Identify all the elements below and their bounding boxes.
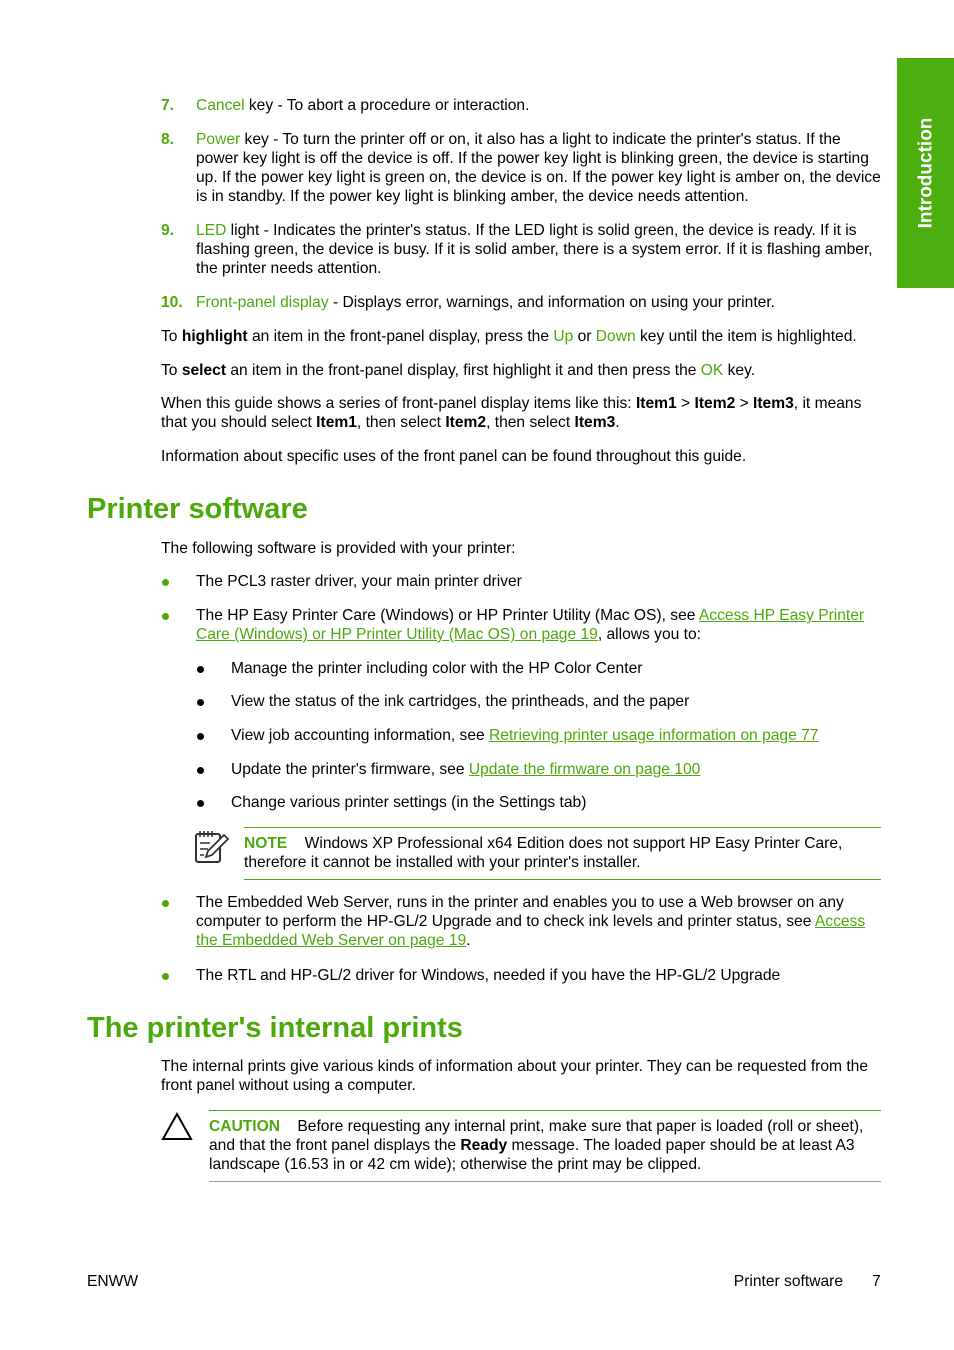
section-intro: The internal prints give various kinds of information about your printer. They can be requested from the front panel without using a computer. [161,1058,869,1094]
highlighted-term: Down [595,328,636,345]
item-number: 7. [161,97,175,114]
highlighted-term: Up [553,328,574,345]
text-segment: , allows you to: [597,626,701,643]
text-segment: > [676,395,695,412]
bullet-icon [162,579,169,586]
sub-bullet-icon [197,767,204,774]
sub-bullet-text [231,692,891,711]
note-pad-icon [194,829,230,865]
highlighted-term: NOTE [244,835,288,852]
highlighted-term: OK [700,362,724,379]
sub-bullet-icon [197,800,204,807]
text-segment: an item in the front-panel display, press the [247,328,554,345]
item-text [196,221,886,278]
text-segment: Update the printer's firmware, see [231,761,469,778]
text-segment: highlight [181,328,248,345]
text-segment: , then select [486,414,575,431]
note-top-rule [244,827,881,828]
text-segment: key - To turn the printer off or on, it also has a light to indicate the printer's status. If the power key light is off the device is off. If the power key light is blinking green, the device is starting up. If the power key light is green on, the device is on. If the power key light is amber on, the device is in standby. If the power key light is blinking amber, the device needs attention. [196,131,881,205]
item-number: 8. [161,131,175,148]
text-segment: To [161,362,182,379]
text-segment: > [735,395,754,412]
text-segment: When this guide shows a series of front-panel display items like this: [161,395,636,412]
text-segment: Item3 [753,395,794,412]
sub-bullet-icon [197,699,204,706]
bullet-text [196,606,886,644]
heading-printer-software: Printer software [87,493,308,525]
sub-bullet-text [231,793,891,812]
text-segment: The RTL and HP-GL/2 driver for Windows, needed if you have the HP-GL/2 Upgrade [196,967,781,984]
caution-triangle-icon [161,1112,193,1142]
paragraph-series [161,394,886,432]
bullet-icon [162,613,169,620]
text-segment: select [181,362,227,379]
text-segment: Information about specific uses of the front panel can be found throughout this guide. [161,448,747,465]
text-segment: The HP Easy Printer Care (Windows) or HP Printer Utility (Mac OS), see [196,607,699,624]
heading-internal-prints: The printer's internal prints [87,1012,463,1044]
text-segment: . [466,932,471,949]
sub-bullet-text [231,726,891,745]
text-segment: View the status of the ink cartridges, the printheads, and the paper [231,693,690,710]
text-segment: key until the item is highlighted. [635,328,857,345]
text-segment: message. The loaded paper should be at least A3 landscape (16.53 in or 42 cm wide); otherwise the print may be clipped. [209,1137,855,1173]
side-tab-label: Introduction [915,117,936,229]
text-segment: . [615,414,620,431]
sub-bullet-icon [197,666,204,673]
text-segment: , then select [356,414,446,431]
caution-text [209,1117,885,1174]
text-segment: The PCL3 raster driver, your main printer driver [196,573,522,590]
sub-bullet-text [231,760,891,779]
item-text [196,96,886,115]
highlighted-term: Cancel [196,97,245,114]
bullet-text [196,966,886,985]
text-segment: The Embedded Web Server, runs in the printer and enables you to use a Web browser on any computer to perform the HP-GL/2 Upgrade and to check ink levels and printer status, see [196,894,844,930]
sub-bullet-text [231,659,891,678]
side-tab-introduction[interactable] [897,58,954,288]
paragraph-info [161,447,886,466]
highlighted-term: Power [196,131,241,148]
cross-reference-link[interactable]: Access HP Easy Printer Care (Windows) or HP Printer Utility (Mac OS) on page 19 [196,607,865,643]
text-segment: Ready [460,1137,508,1154]
text-segment: Windows XP Professional x64 Edition does not support HP Easy Printer Care, therefore it cannot be installed with your printer's installer. [244,835,847,871]
text-segment: Item1 [635,395,677,412]
paragraph-highlight [161,327,886,346]
item-number: 10. [161,294,183,311]
item-text [196,130,886,206]
text-segment: Change various printer settings (in the Settings tab) [231,794,587,811]
text-segment: , it means that you should select [161,395,862,431]
text-segment: - Displays error, warnings, and information on using your printer. [328,294,775,311]
text-segment: To [161,328,182,345]
highlighted-term: LED [196,222,227,239]
paragraph-select [161,361,886,380]
bullet-icon [162,900,169,907]
highlighted-term: CAUTION [209,1118,281,1135]
bullet-text [196,893,886,950]
text-segment: or [573,328,596,345]
text-segment: key. [723,362,756,379]
cross-reference-link[interactable]: Update the firmware on page 100 [468,761,701,778]
text-segment: an item in the front-panel display, first highlight it and then press the [226,362,701,379]
text-segment: Item1 [316,414,357,431]
text-segment: Item2 [445,414,487,431]
text-segment: View job accounting information, see [231,727,490,744]
note-text [244,834,884,872]
bullet-text [196,572,886,591]
caution-bottom-rule [209,1181,881,1182]
footer-left: ENWW [87,1273,139,1290]
text-segment: key - To abort a procedure or interaction. [244,97,530,114]
caution-top-rule [209,1110,881,1111]
text-segment: light - Indicates the printer's status. If the LED light is solid green, the device is ready. If it is flashing green, the device is busy. If it is solid amber, there is a system error. If it is flashing amber, the printer needs attention. [196,222,873,277]
text-segment: Item3 [574,414,616,431]
highlighted-term: Front-panel display [196,294,329,311]
bullet-icon [162,973,169,980]
item-number: 9. [161,222,175,239]
footer-section: Printer software [733,1273,843,1290]
footer-page-number: 7 [872,1273,881,1290]
note-bottom-rule [244,879,881,880]
text-segment: Item2 [694,395,736,412]
section-intro: The following software is provided with your printer: [161,540,516,557]
item-text [196,293,886,312]
text-segment: Manage the printer including color with the HP Color Center [231,660,643,677]
text-segment: Before requesting any internal print, make sure that paper is loaded (roll or sheet), and that the front panel displays the [209,1118,868,1154]
sub-bullet-icon [197,733,204,740]
cross-reference-link[interactable]: Access the Embedded Web Server on page 19 [196,913,866,949]
cross-reference-link[interactable]: Retrieving printer usage information on page 77 [489,727,819,744]
